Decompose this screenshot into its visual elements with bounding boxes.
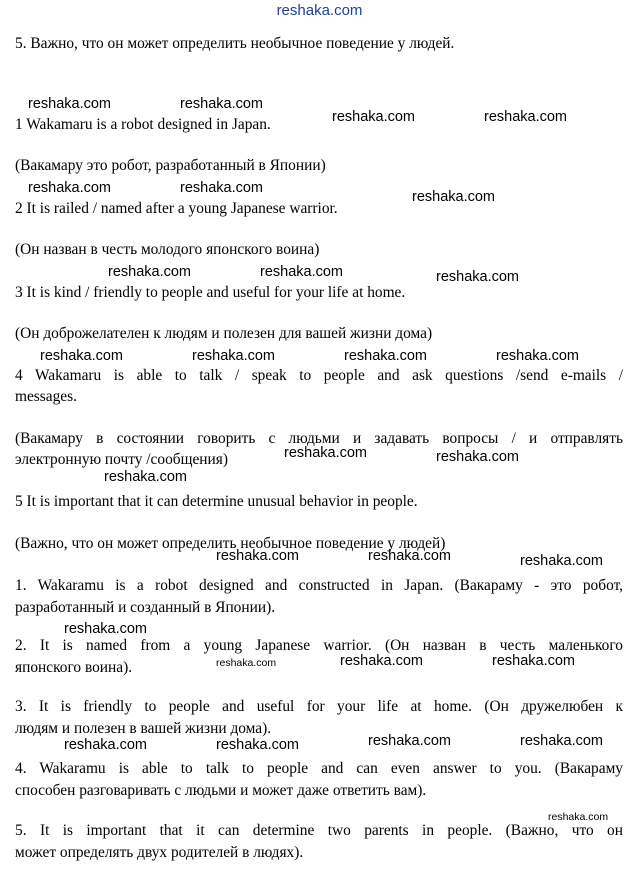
watermark: reshaka.com (180, 180, 264, 196)
watermark: reshaka.com (436, 449, 520, 465)
watermark: reshaka.com (484, 109, 568, 125)
watermark: reshaka.com (520, 553, 604, 569)
watermark: reshaka.com (284, 445, 368, 461)
text-line: (Он назван в честь молодого японского воина) (15, 241, 320, 258)
text-line: (Важно, что он может определить необычное поведение у людей) (15, 535, 446, 552)
watermark: reshaka.com (260, 264, 344, 280)
watermark: reshaka.com (64, 737, 148, 753)
text-line: 5 It is important that it can determine unusual behavior in people. (15, 493, 418, 510)
watermark: reshaka.com (412, 189, 496, 205)
watermark: reshaka.com (332, 109, 416, 125)
watermark: reshaka.com (344, 348, 428, 364)
text-line: 1. Wakaramu is a robot designed and constructed in Japan. (Вакараму - это робот, (15, 577, 623, 594)
watermark: reshaka.com (340, 653, 424, 669)
text-line: 3 It is kind / friendly to people and useful for your life at home. (15, 284, 406, 301)
text-line: messages. (15, 388, 77, 405)
text-line: (Он доброжелателен к людям и полезен для вашей жизни дома) (15, 325, 433, 342)
text-line: электронную почту /сообщения) (15, 451, 228, 468)
watermark: reshaka.com (40, 348, 124, 364)
text-line: 4 Wakamaru is able to talk / speak to people and ask questions /send e-mails / (15, 367, 623, 384)
watermark: reshaka.com (216, 737, 300, 753)
text-line: людям и полезен в вашей жизни дома). (15, 720, 272, 737)
text-line: 1 Wakamaru is a robot designed in Japan. (15, 116, 271, 133)
watermark: reshaka.com (108, 264, 192, 280)
watermark: reshaka.com (28, 180, 112, 196)
watermark: reshaka.com (216, 548, 300, 564)
watermark: reshaka.com (64, 621, 148, 637)
watermark: reshaka.com (216, 657, 277, 669)
watermark: reshaka.com (192, 348, 276, 364)
watermark: reshaka.com (28, 96, 112, 112)
text-line: разработанный и созданный в Японии). (15, 599, 276, 616)
watermark: reshaka.com (180, 96, 264, 112)
text-line: способен разговаривать с людьми и может даже ответить вам). (15, 782, 427, 799)
watermark: reshaka.com (104, 469, 188, 485)
text-line: 4. Wakaramu is able to talk to people and can even answer to you. (Вакараму (15, 760, 623, 777)
watermark: reshaka.com (368, 733, 452, 749)
watermark: reshaka.com (436, 269, 520, 285)
text-line: 3. It is friendly to people and useful for your life at home. (Он дружелюбен к (15, 698, 623, 715)
text-line: японского воина). (15, 659, 133, 676)
text-line: 5. It is important that it can determine two parents in people. (Важно, что он (15, 822, 623, 839)
text-line: 5. Важно, что он может определить необычное поведение у людей. (15, 35, 455, 52)
watermark: reshaka.com (368, 548, 452, 564)
watermark: reshaka.com (496, 348, 580, 364)
text-line: 2. It is named from a young Japanese warrior. (Он назван в честь маленького (15, 637, 623, 654)
watermark: reshaka.com (520, 733, 604, 749)
site-header[interactable]: reshaka.com (276, 2, 363, 19)
text-line: может определять двух родителей в людях). (15, 844, 304, 861)
text-line: 2 It is railed / named after a young Japanese warrior. (15, 200, 338, 217)
text-line: (Вакамару в состоянии говорить с людьми и задавать вопросы / и отправлять (15, 430, 623, 447)
text-line: (Вакамару это робот, разработанный в Японии) (15, 157, 326, 174)
watermark: reshaka.com (492, 653, 576, 669)
watermark: reshaka.com (548, 811, 609, 823)
